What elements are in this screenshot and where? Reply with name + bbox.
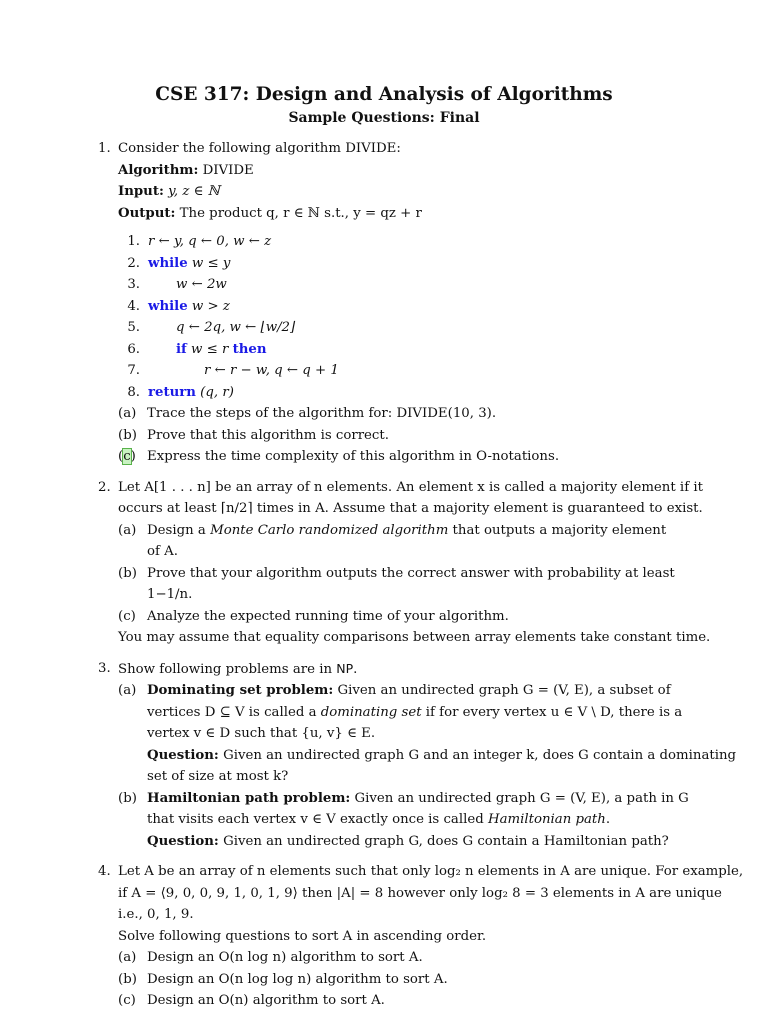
question-part: (a) Design a Monte Carlo randomized algorithm that outputs a majority element of A.	[118, 522, 667, 559]
output-line	[118, 203, 676, 225]
question-number: 1.	[98, 141, 111, 156]
question-part: (a) Dominating set problem: Given an undirected graph G = (V, E), a subset of vertices D ⊆ V is called a dominating set if for every vertex u ∈ V \ D, there is a vertex v ∈ D such that {u, v} ∈ E. Question: Given an undirected graph G and an integer k, does G contain a dominating set of size at most k?	[118, 683, 737, 784]
output-text: The product q, r ∈ ℕ s.t., y = qz + r	[179, 205, 422, 221]
question-note: You may assume that equality comparisons between array elements take constant time.	[118, 630, 711, 645]
problem-heading: Dominating set problem:	[147, 683, 334, 698]
algorithm-label: Algorithm:	[118, 162, 199, 178]
algorithm-step: 7. r ← r − w, q ← q + 1	[127, 363, 339, 378]
algorithm-step: 6. if w ≤ r then	[127, 341, 267, 357]
question-1	[98, 138, 676, 468]
page-title: CSE 317: Design and Analysis of Algorithms	[155, 84, 613, 105]
question-number: 4.	[98, 864, 111, 879]
question-number: 3.	[98, 660, 111, 676]
output-label: Output:	[118, 205, 176, 221]
algorithm-step: 1. r ← y, q ← 0, w ← z	[127, 234, 272, 249]
question-part: (c) Design an O(n) algorithm to sort A.	[118, 993, 385, 1008]
question-3: 3. Show following problems are in NP. (a) Dominating set problem: Given an undirected graph G = (V, E), a subset of vertices D ⊆ V is called a dominating set if for every vertex u ∈ V \ D, there is a vertex v ∈ D such that {u, v} ∈ E. Question: Given an undirected graph G and an integer k, does G contain a dominating set of size at most k? (b) Hamiltonian path problem: Given an undirected graph G = (V, E), a path in G that visits each vertex v ∈ V exactly once is called Hamiltonian path. Question: Given an undirected graph G, does G contain a Hamiltonian path?	[98, 658, 676, 853]
keyword: return	[148, 384, 196, 400]
keyword: while	[148, 298, 188, 314]
question-list	[98, 138, 744, 1021]
question-part: (b) Prove that this algorithm is correct.	[118, 427, 389, 443]
algorithm-step: 5. q ← 2q, w ← ⌊w/2⌋	[127, 320, 296, 335]
input-label: Input:	[118, 184, 164, 199]
algorithm-name: DIVIDE	[202, 162, 254, 178]
question-part: (a) Design an O(n log n) algorithm to sort A.	[118, 950, 423, 965]
keyword: then	[232, 341, 267, 357]
question-part: (c) Analyze the expected running time of your algorithm.	[118, 608, 509, 624]
question-part: (c) Express the time complexity of this algorithm in O-notations.	[118, 449, 560, 464]
algorithm-line	[118, 160, 676, 182]
question-part: (b) Design an O(n log log n) algorithm to sort A.	[118, 971, 448, 987]
algorithm-step: 4. while w > z	[127, 298, 230, 314]
question-part: (a) Trace the steps of the algorithm for: DIVIDE(10, 3).	[118, 406, 497, 421]
question-2: 2. Let A[1 . . . n] be an array of n elements. An element x is called a majority element if it occurs at least ⌈n/2⌉ times in A. Assume that a majority element is guaranteed to exist. (a) Design a Monte Carlo randomized algorithm that outputs a majority element of A. (b) Prove that your algorithm outputs the correct answer with probability at least 1−1/n. (c) Analyze the expected running time of your algorithm. You may assume that equality comparisons between array elements take constant time.	[98, 477, 676, 649]
question-instruction: Solve following questions to sort A in ascending order.	[118, 928, 487, 944]
question-4: 4. Let A be an array of n elements such that only log₂ n elements in A are unique. For example, if A = ⟨9, 0, 0, 9, 1, 0, 1, 9⟩ then |A| = 8 however only log₂ 8 = 3 elements in A are unique i.e., 0, 1, 9. Solve following questions to sort A in ascending order. (a) Design an O(n log n) algorithm to sort A. (b) Design an O(n log log n) algorithm to sort A. (c) Design an O(n) algorithm to sort A.	[98, 861, 676, 1012]
question-part: (b) Prove that your algorithm outputs the correct answer with probability at least 1−1/n.	[118, 565, 675, 602]
input-text: y, z ∈ ℕ	[168, 184, 220, 199]
input-line	[118, 181, 676, 203]
question-part: (b) Hamiltonian path problem: Given an undirected graph G = (V, E), a path in G that visits each vertex v ∈ V exactly once is called Hamiltonian path. Question: Given an undirected graph G, does G contain a Hamiltonian path?	[118, 790, 689, 849]
algorithm-step: 8. return (q, r)	[127, 384, 234, 400]
question-number: 2.	[98, 479, 111, 495]
algorithm-step: 2. while w ≤ y	[127, 255, 231, 271]
algorithm-steps	[118, 231, 676, 403]
keyword: while	[148, 255, 188, 271]
page-subtitle: Sample Questions: Final	[288, 110, 480, 126]
problem-heading: Hamiltonian path problem:	[147, 790, 351, 806]
keyword: if	[176, 341, 187, 357]
algorithm-step: 3. w ← 2w	[127, 277, 227, 292]
highlight-mark: c	[123, 449, 131, 464]
question-intro: Consider the following algorithm DIVIDE:	[118, 141, 401, 156]
